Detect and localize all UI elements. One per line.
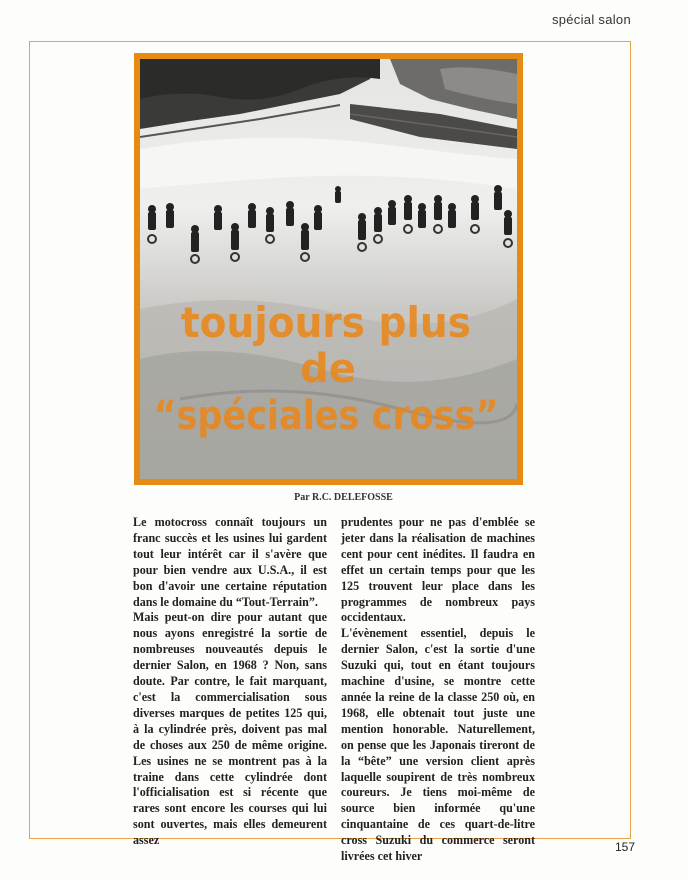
byline: Par R.C. DELEFOSSE	[294, 492, 393, 503]
paragraph: Le motocross connaît toujours un franc succès et les usines lui gardent tout leur intérêt car il s'avère que pour bien vendre aux U.S.A., il est bon d'avoir une certaine réputation dans le domaine du “Tout-Terrain”.	[133, 515, 327, 609]
page-number: 157	[614, 840, 635, 854]
paragraph: L'évènement essentiel, depuis le dernier Salon, c'est la sortie d'une Suzuki qui, tout en étant toujours machine d'usine, se montre cette année la reine de la classe 250 où, en 1968, elle obtenait tout juste une mention honorable. Naturellement, on pense que les Japonais tireront de la “bête” une version client après laquelle soupirent de très nombreux coureurs. Je tiens moi-même de source bien informée qu'une cinquantaine de ces quart-de-litre cross Suzuki du commerce seront livrées cet hiver	[341, 626, 535, 864]
headline-line-2: de	[300, 346, 356, 392]
section-header: spécial salon	[551, 12, 631, 27]
headline-line-1: toujours plus	[181, 298, 471, 347]
article-column-left	[133, 515, 327, 849]
paragraph: prudentes pour ne pas d'emblée se jeter dans la réalisation de machines cent pour cent inédites. Il faudra en effet un certain temps pour que les 125 trouvent leur place dans les programmes de nombreux pays occidentaux.	[341, 515, 535, 625]
motocross-photo	[134, 53, 523, 485]
headline-line-3: “spéciales cross”	[153, 393, 499, 439]
article-column-right	[341, 515, 535, 865]
paragraph: Mais peut-on dire pour autant que nous ayons enregistré la sortie de nombreuses nouveautés depuis le dernier Salon, en 1968 ? Non, sans doute. Par contre, le fait marquant, c'est la commercialisation sous diverses marques de petites 125 qui, à la cylindrée près, doivent pas mal de choses aux 250 de même origine. Les usines ne se montrent pas à la traine dans cette cylindrée dont l'officialisation est si récente que rares sont encore les courses qui lui sont ouvertes, mais elles demeurent assez	[133, 610, 327, 848]
